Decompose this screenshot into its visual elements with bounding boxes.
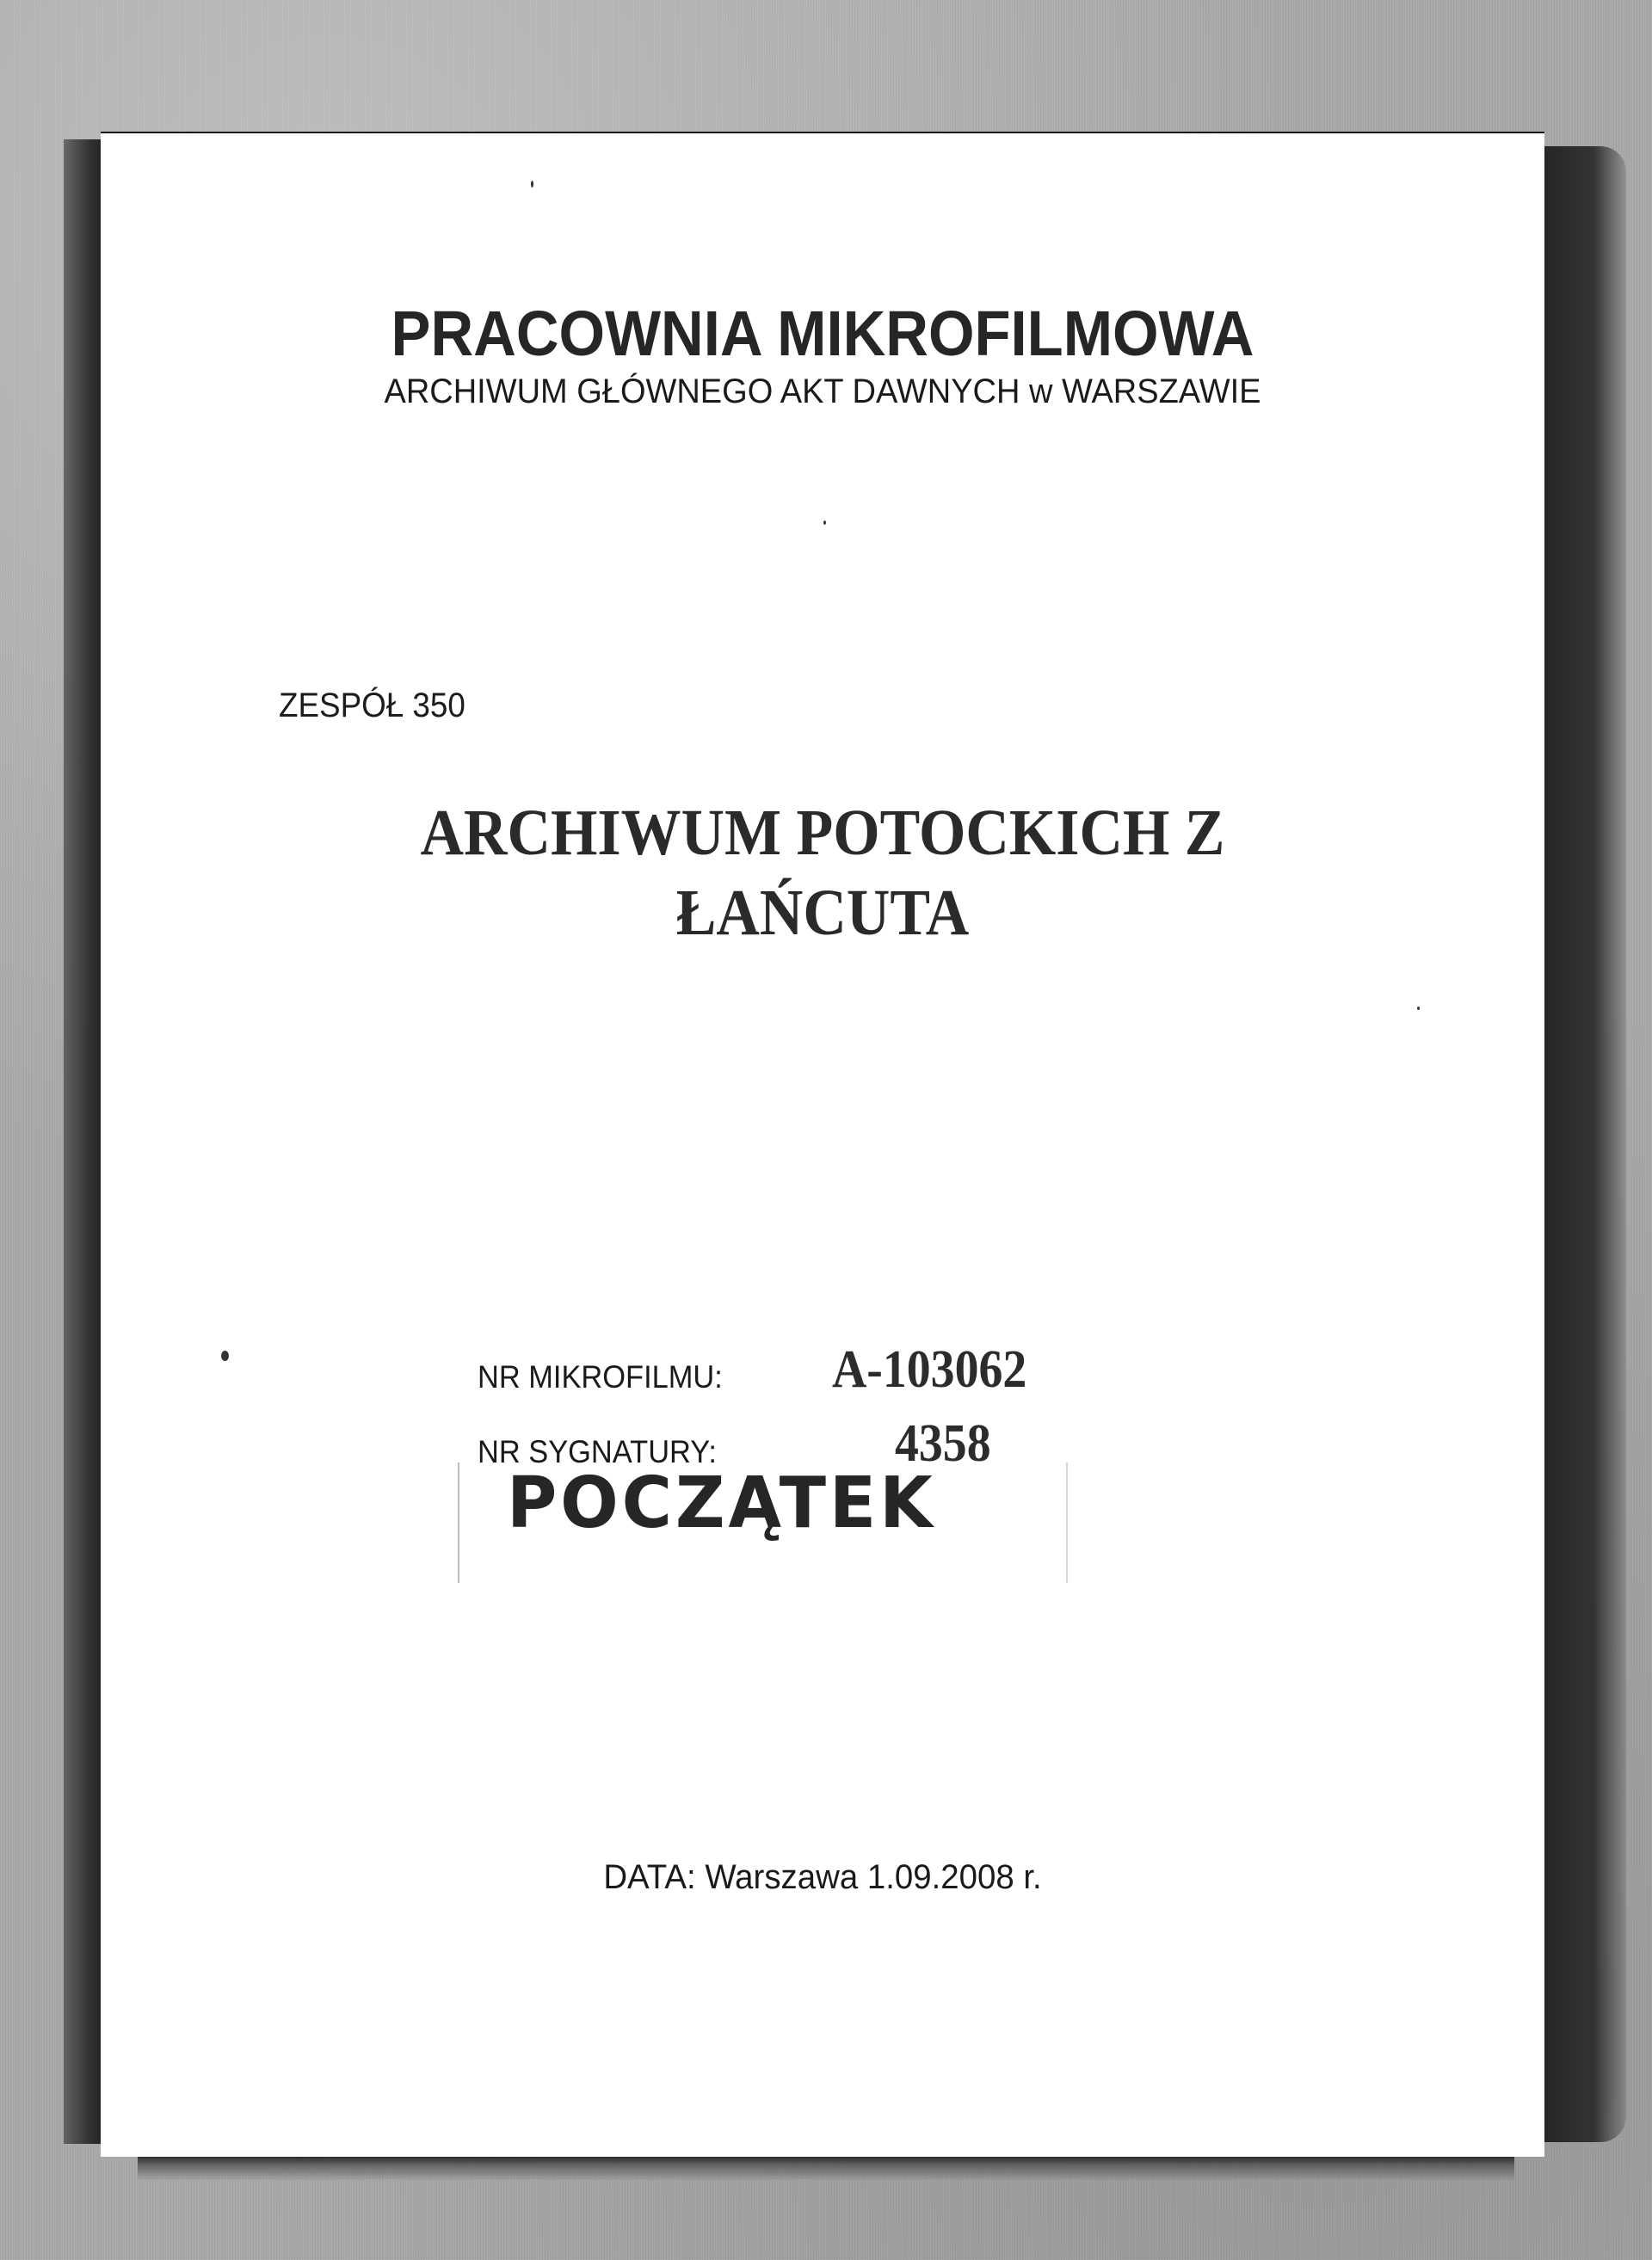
zespol-label: ZESPÓŁ 350	[279, 687, 465, 724]
scan-speck	[221, 1351, 229, 1361]
scan-speck	[1417, 1007, 1420, 1010]
collection-title-line1: ARCHIWUM POTOCKICH Z	[420, 797, 1225, 869]
collection-title-line2: ŁAŃCUTA	[675, 877, 970, 949]
scan-speck	[531, 181, 533, 188]
scan-shadow-bottom	[138, 2155, 1514, 2181]
microfilm-value: A-103062	[832, 1340, 1027, 1399]
date-line: DATA: Warszawa 1.09.2008 r.	[603, 1858, 1042, 1896]
signature-label: NR SYGNATURY:	[478, 1434, 717, 1469]
document-page	[101, 132, 1544, 2157]
scan-shadow-left	[64, 139, 103, 2144]
scan-speck	[823, 520, 826, 525]
header-subtitle: ARCHIWUM GŁÓWNEGO AKT DAWNYCH w WARSZAWIE	[384, 373, 1261, 410]
signature-value: 4358	[895, 1414, 991, 1473]
microfilm-label: NR MIKROFILMU:	[478, 1359, 723, 1395]
scan-shadow-right	[1544, 146, 1626, 2142]
stamp-poczatek: POCZĄTEK	[507, 1463, 936, 1544]
header-title: PRACOWNIA MIKROFILMOWA	[391, 298, 1254, 369]
